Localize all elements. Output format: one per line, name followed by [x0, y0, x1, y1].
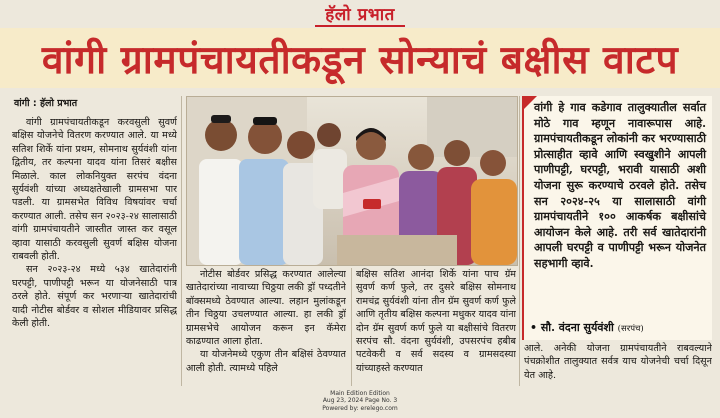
- signature-name: • सौ. वंदना सुर्यवंशी: [530, 321, 614, 334]
- article-column-2: [186, 268, 346, 386]
- paragraph: वांगी ग्रामपंचायतीकडून करवसुली सुवर्ण बक्षिस योजनेचे वितरण करण्यात आले. या मध्ये सतिश शिर्के यांना प्रथम, सोमनाथ सुर्यवंशी यांना द्वितीय, तर कल्पना यादव यांना तिसरं बक्षीस मिळाले. काल लोकनियुक्त सरपंच वंदना सुर्यवंशी यांच्या अध्यक्षतेखाली ग्रामसभा पार पडली. या ग्रामसभेत विविध विषयांवर चर्चा करण्यात आली. तसेच सन २०२३-२४ सालासाठी वांगी ग्रामपंचायतीने जास्तीत जास्त कर वसूल व्हावा यासाठी करवसुली सुवर्ण बक्षिस योजना राबवली होती.: [12, 117, 177, 263]
- masthead-title: हॅलो प्रभात: [315, 2, 405, 27]
- article-column-4: [524, 342, 712, 392]
- footer-date-page: Aug 23, 2024 Page No. 3: [322, 397, 398, 405]
- paragraph: आले. अनेकी योजना ग्रामपंचायतीने राबवल्याने पंचक्रोशीत तालुक्यात सर्वत्र याच योजनेची चर्चा दिसून येत आहे.: [524, 343, 712, 381]
- news-photo: [186, 96, 518, 266]
- paragraph: या योजनेमध्ये एकुण तीन बक्षिसं ठेवण्यात आली होती. त्यामध्ये पहिले: [186, 349, 346, 374]
- footer-powered: Powered by: erelego.com: [322, 404, 398, 412]
- page-footer: [0, 390, 720, 412]
- article-column-3: [356, 268, 516, 386]
- headline: वांगी ग्रामपंचायतीकडून सोन्याचं बक्षीस वाटप: [41, 37, 679, 83]
- paragraph: नोटीस बोर्डवर प्रसिद्ध करण्यात आलेल्या खातेदारांच्या नावाच्या चिठ्ठया लकी ड्रॉ पध्दतीने बॉक्समध्ये ठेवण्यात आल्या. लहान मुलांकडून तीन चिठ्ठया उचलण्यात आल्या. हा लकी ड्रॉ ग्रामसभेचे आयोजन करून इन कॅमेरा काढण्यात आला होता.: [186, 269, 346, 348]
- footer-edition: Main Edition Edition: [330, 390, 390, 397]
- prize-distribution-photo: [187, 97, 517, 265]
- column-divider: [519, 96, 520, 386]
- masthead: [0, 0, 720, 26]
- column-divider: [351, 268, 352, 386]
- headline-band: [0, 28, 720, 88]
- paragraph: सन २०२३-२४ मध्ये ५३४ खातेदारांनी घरपट्टी, पाणीपट्टी भरून या योजनेसाठी पात्र ठरले होते. संपूर्ण कर भरणाऱ्या खातेदारांची यादी नोटीस बोर्डवर व सोशल मीडियावर प्रसिद्ध केली होती.: [12, 264, 177, 330]
- sarpanch-quote-box: [522, 96, 712, 340]
- paragraph: बक्षिस सतिश आनंदा शिर्के यांना पाच ग्रॅम सुवर्ण कर्ण फुले, तर दुसरे बक्षिस सोमनाथ रामचंद्र सुर्यवंशी यांना तीन ग्रॅम सुवर्ण कर्ण फुले आणि तृतीय बक्षिस कल्पना मधुकर यादव यांना दोन ग्रॅम सुवर्ण कर्ण फुले या बक्षीसांचे वितरण सरपंच सौ. वंदना सुर्यवंशी, उपसरपंच हबीब पटवेकरी व सर्व सदस्य व ग्रामसदस्या यांच्याहस्ते करण्यात: [356, 269, 516, 374]
- quote-text: वांगी हे गाव कडेगाव तालुक्यातील सर्वात मोठे गाव म्हणून नावारूपास आहे. ग्रामपंचायतीकडून लोकांनी कर भरण्यासाठी प्रोत्साहीत व्हावे आणि स्वखुशीने आपली पाणीपट्टी, घरपट्टी, भरावी यासाठी अशी योजना सुरू करण्याचे ठरवले होते. तसेच सन २०२४-२५ या सालासाठी वांगी ग्रामपंचायतीने १०० आकर्षक बक्षीसांचे आयोजन केले आहे. तरी सर्व खातेदारांनी आपली घरपट्टी व पाणीपट्टी भरून योजनेत सहभागी व्हावे.: [534, 100, 706, 270]
- byline: वांगी : हॅलो प्रभात: [14, 98, 78, 109]
- column-divider: [181, 96, 182, 386]
- signature-designation: (सरपंच): [617, 324, 644, 334]
- quote-signature: [530, 320, 644, 335]
- quote-marker: [523, 96, 537, 110]
- article-column-1: [12, 116, 177, 384]
